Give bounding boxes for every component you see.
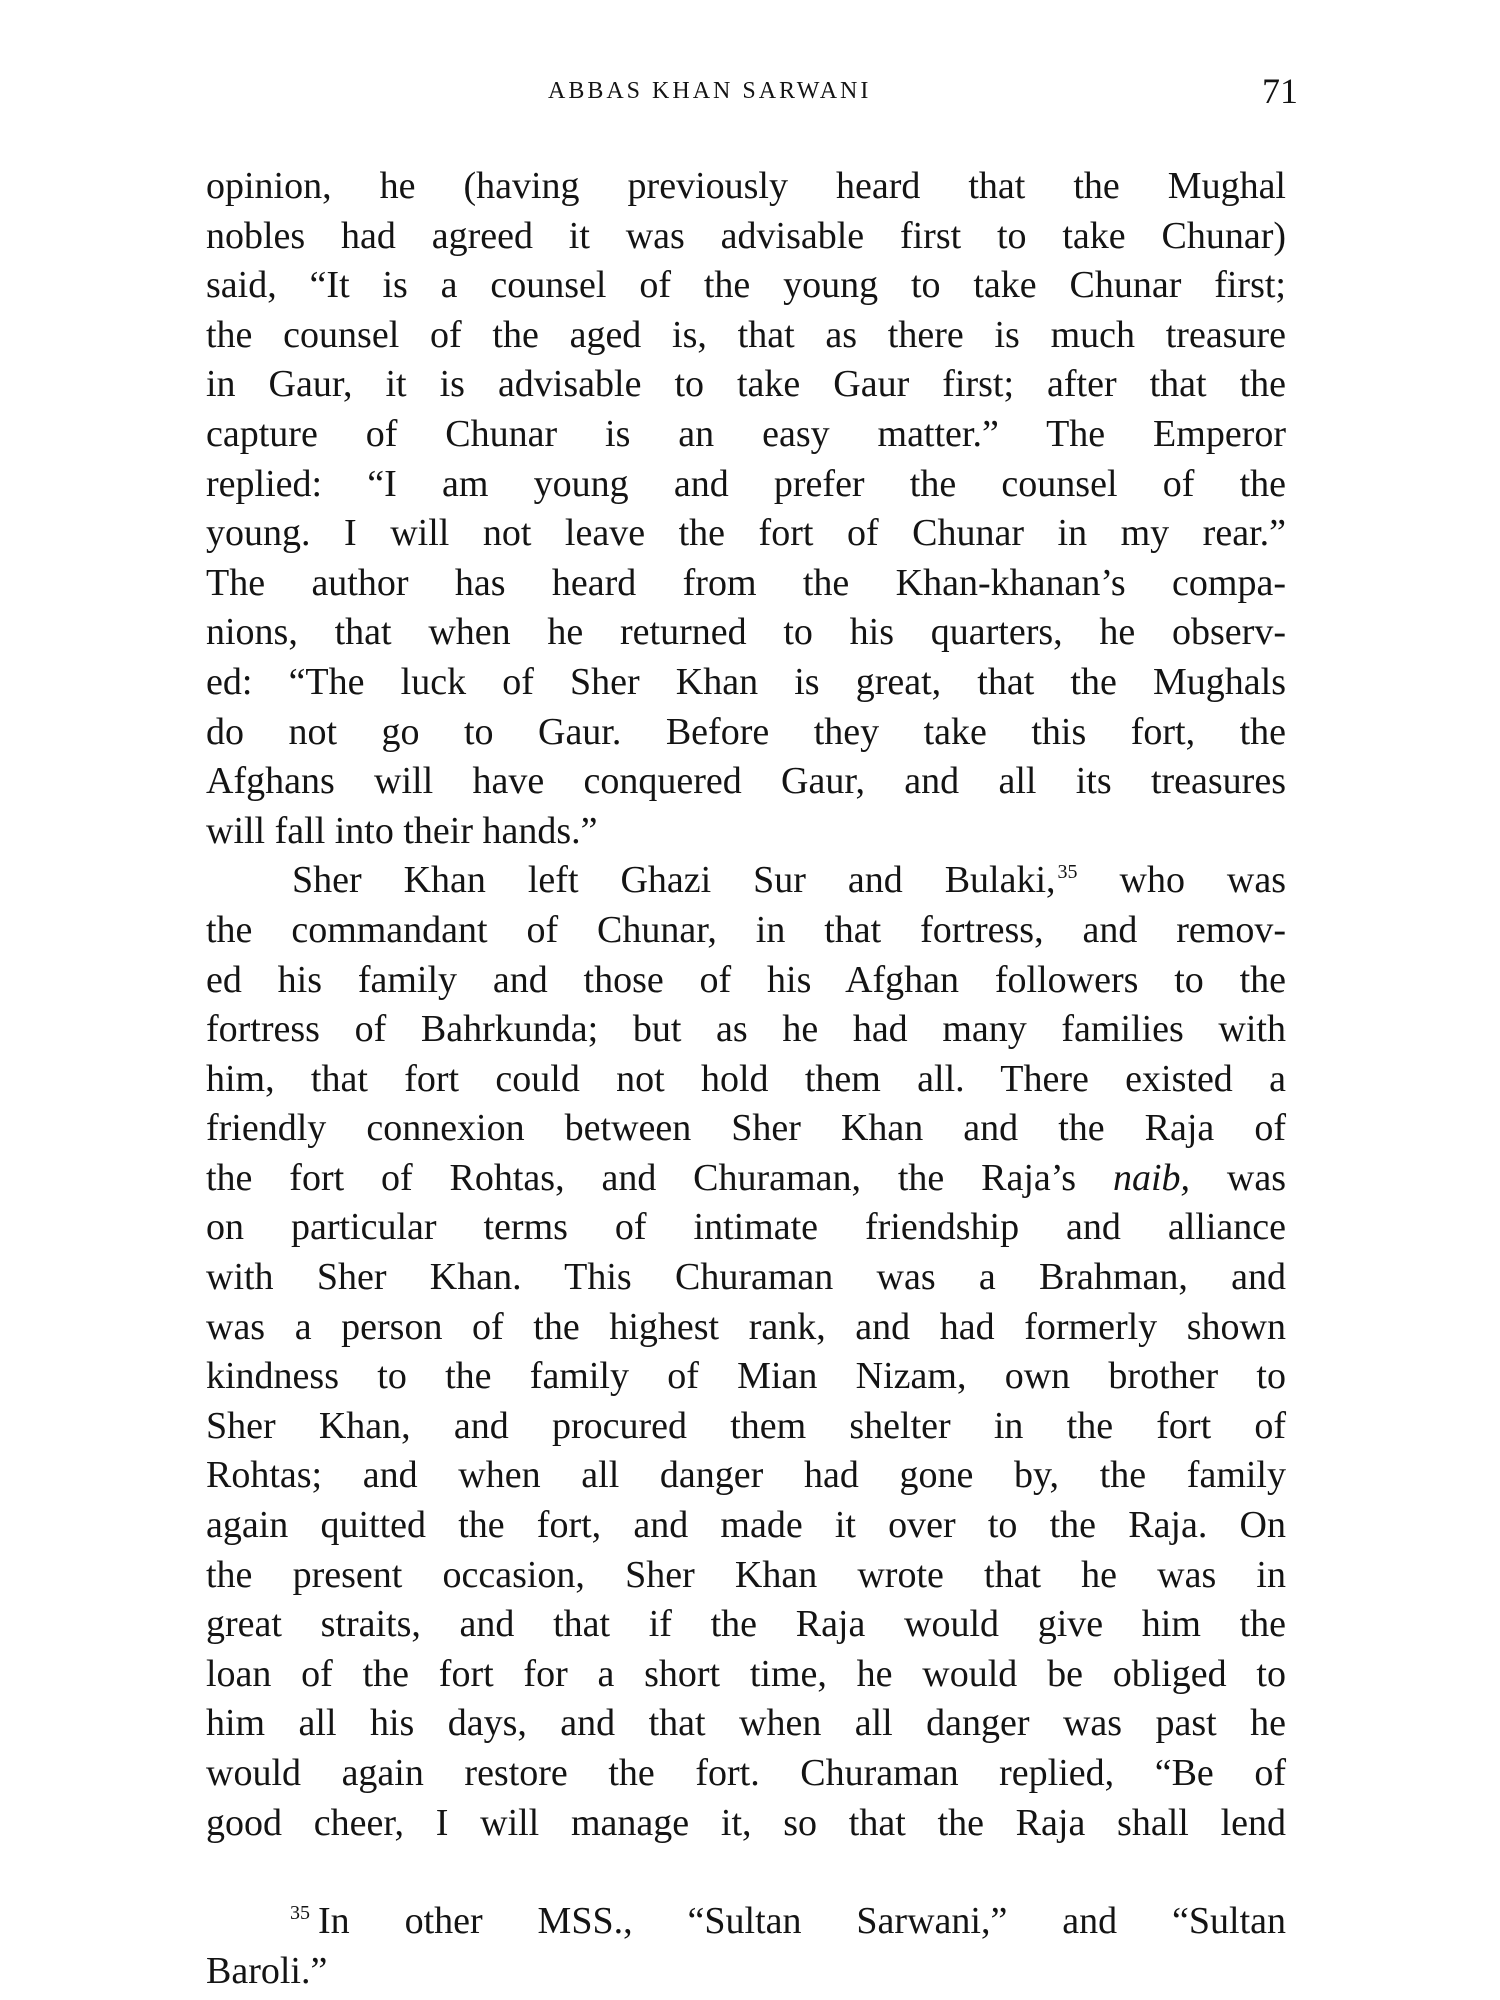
- text-line: replied: “I am young and prefer the counsel of the: [206, 462, 1286, 505]
- text-line: will fall into their hands.”: [206, 809, 598, 852]
- text-line: the counsel of the aged is, that as there is much treasure: [206, 313, 1286, 356]
- text-line: The author has heard from the Khan-khanan’s compa-: [206, 561, 1286, 604]
- text-line: him all his days, and that when all danger was past he: [206, 1702, 1286, 1745]
- paragraph-start-line: [206, 856, 1286, 906]
- text-line: good cheer, I will manage it, so that the Raja shall lend: [206, 1801, 1286, 1844]
- text-line: Sher Khan, and procured them shelter in the fort of: [206, 1404, 1286, 1447]
- footnotes: [206, 1896, 1286, 1996]
- running-header: [0, 70, 1500, 118]
- italic-term: naib,: [1112, 1156, 1191, 1199]
- text-line: Afghans will have conquered Gaur, and all its treasures: [206, 760, 1286, 803]
- footnote-line: Baroli.”: [206, 1950, 328, 1992]
- text-line-with-italic: [206, 1154, 1286, 1204]
- text-line: nobles had agreed it was advisable first to take Chunar): [206, 214, 1286, 257]
- text-line: opinion, he (having previously heard that the Mughal: [206, 165, 1286, 207]
- text-line: on particular terms of intimate friendship and alliance: [206, 1206, 1286, 1249]
- text-line: kindness to the family of Mian Nizam, own brother to: [206, 1355, 1286, 1398]
- text-line: in Gaur, it is advisable to take Gaur first; after that the: [206, 363, 1286, 406]
- text-line: Rohtas; and when all danger had gone by, the family: [206, 1454, 1286, 1497]
- text-line: young. I will not leave the fort of Chunar in my rear.”: [206, 512, 1286, 555]
- text-fragment: was: [1226, 1156, 1287, 1199]
- text-line: nions, that when he returned to his quarters, he observ-: [206, 611, 1286, 654]
- text-line: fortress of Bahrkunda; but as he had many families with: [206, 1008, 1286, 1051]
- running-title: ABBAS KHAN SARWANI: [548, 78, 872, 104]
- text-line: friendly connexion between Sher Khan and the Raja of: [206, 1107, 1286, 1150]
- footnote-text: In other MSS., “Sultan Sarwani,” and “Sultan: [318, 1900, 1286, 1942]
- footnote-reference: 35: [1057, 861, 1078, 884]
- text-line: ed his family and those of his Afghan followers to the: [206, 958, 1286, 1001]
- text-line: capture of Chunar is an easy matter.” The Emperor: [206, 412, 1286, 455]
- text-line: do not go to Gaur. Before they take this fort, the: [206, 710, 1286, 753]
- text-fragment: Sher Khan left Ghazi Sur and Bulaki,: [292, 859, 1056, 902]
- text-line: would again restore the fort. Churaman replied, “Be of: [206, 1752, 1286, 1794]
- text-fragment: the fort of Rohtas, and Churaman, the Raja’s: [206, 1156, 1077, 1199]
- text-line: said, “It is a counsel of the young to take Chunar first;: [206, 264, 1286, 307]
- page-number: 71: [1262, 71, 1298, 111]
- text-line: ed: “The luck of Sher Khan is great, that the Mughals: [206, 660, 1286, 703]
- text-line: loan of the fort for a short time, he would be obliged to: [206, 1652, 1286, 1695]
- footnote-number: 35: [290, 1902, 310, 1924]
- text-line: was a person of the highest rank, and had formerly shown: [206, 1305, 1286, 1348]
- text-line: with Sher Khan. This Churaman was a Brahman, and: [206, 1256, 1286, 1299]
- text-line: the commandant of Chunar, in that fortress, and remov-: [206, 908, 1286, 951]
- text-line: great straits, and that if the Raja would give him the: [206, 1603, 1286, 1646]
- text-line: again quitted the fort, and made it over to the Raja. On: [206, 1504, 1286, 1547]
- footnote-line: [206, 1896, 1286, 1946]
- text-fragment: who was: [1119, 859, 1287, 902]
- body-text: [206, 162, 1286, 1848]
- text-line: the present occasion, Sher Khan wrote that he was in: [206, 1553, 1286, 1596]
- text-line: him, that fort could not hold them all. There existed a: [206, 1057, 1286, 1100]
